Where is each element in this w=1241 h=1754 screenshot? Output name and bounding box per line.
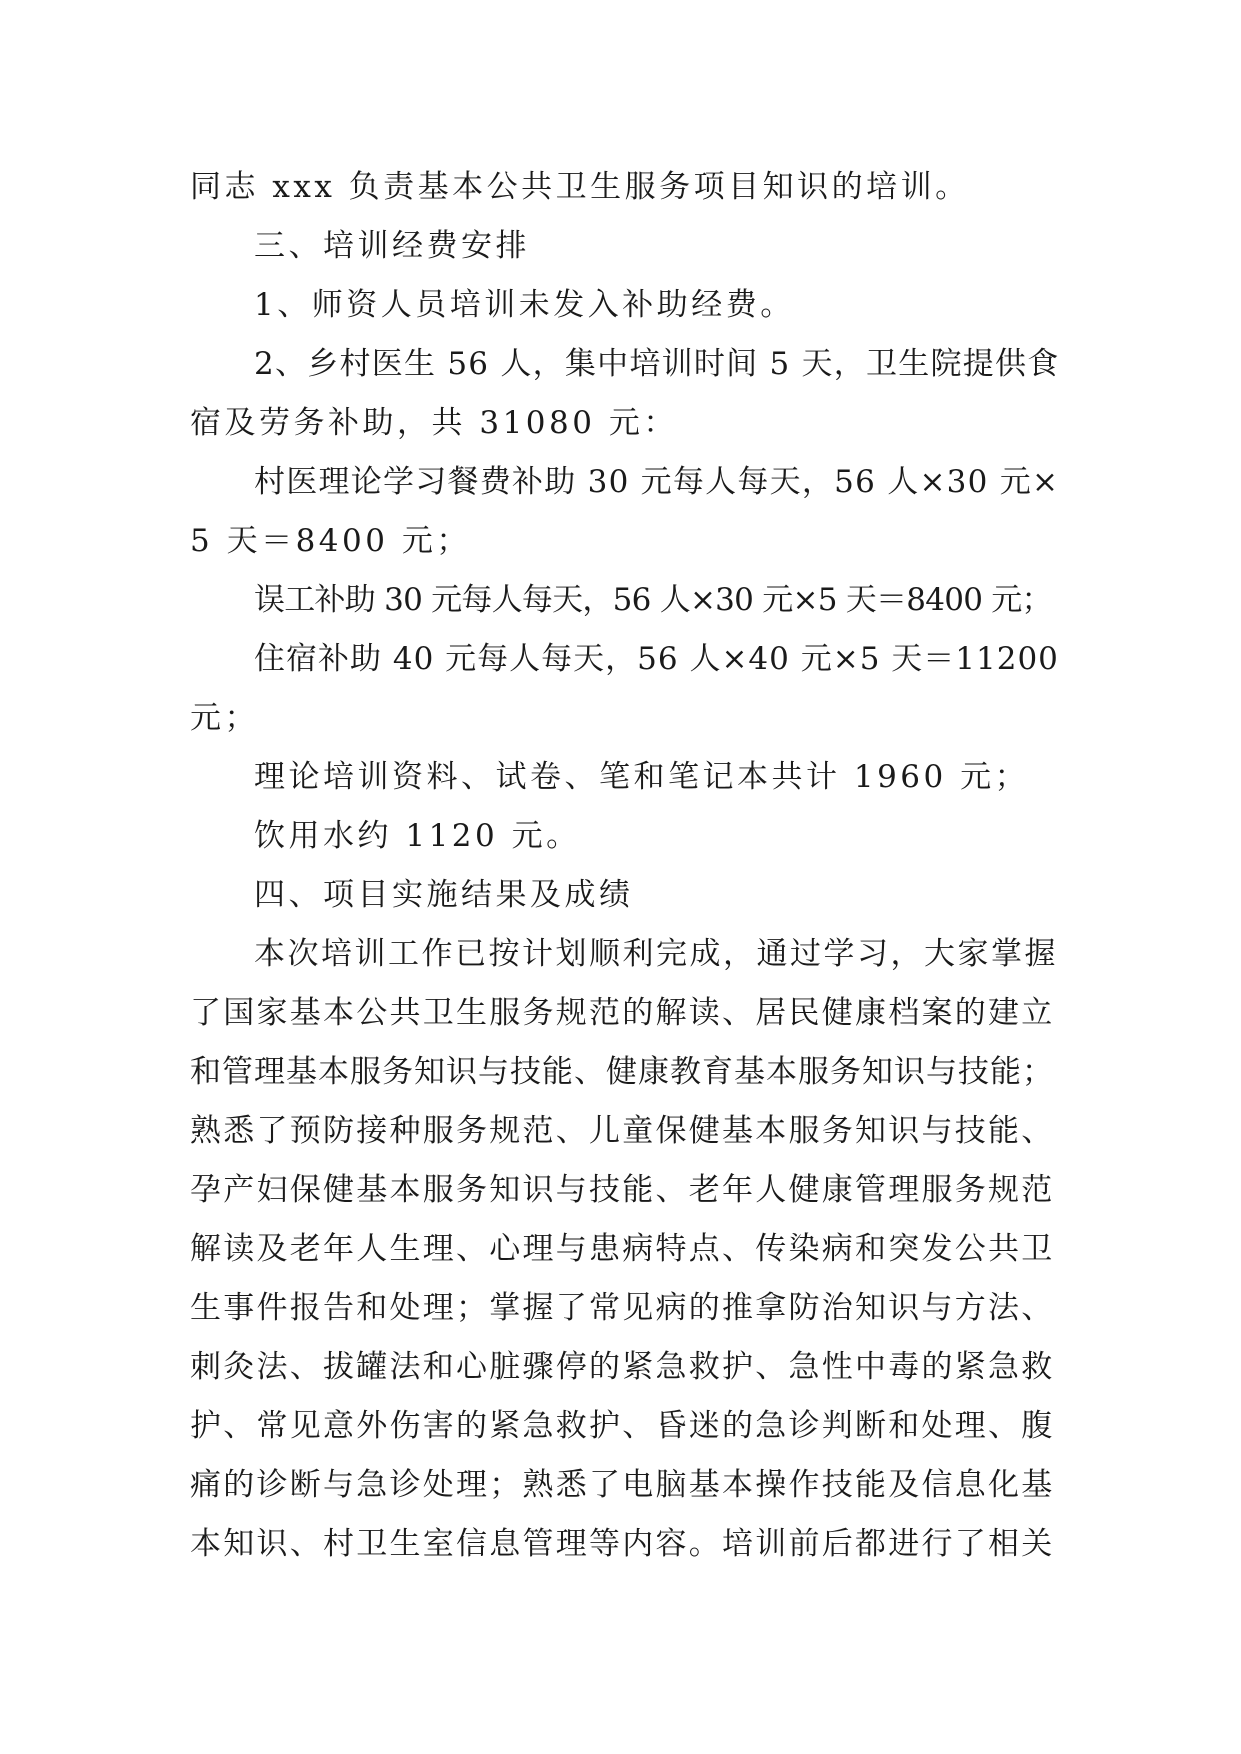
paragraph-line: 2、乡村医生 56 人，集中培训时间 5 天，卫生院提供食	[254, 346, 1060, 382]
paragraph-line: 解读及老年人生理、心理与患病特点、传染病和突发公共卫	[190, 1231, 1055, 1267]
paragraph-line: 了国家基本公共卫生服务规范的解读、居民健康档案的建立	[190, 995, 1055, 1031]
paragraph-line: 生事件报告和处理；掌握了常见病的推拿防治知识与方法、	[190, 1290, 1055, 1326]
paragraph-line: 和管理基本服务知识与技能、健康教育基本服务知识与技能；	[190, 1054, 1054, 1090]
paragraph-line: 饮用水约 1120 元。	[254, 818, 581, 854]
paragraph-line: 刺灸法、拔罐法和心脏骤停的紧急救护、急性中毒的紧急救	[190, 1349, 1055, 1385]
paragraph-line: 元；	[190, 700, 259, 736]
paragraph-line: 同志 xxx 负责基本公共卫生服务项目知识的培训。	[190, 169, 970, 205]
section-heading: 四、项目实施结果及成绩	[254, 877, 634, 913]
paragraph-line: 本知识、村卫生室信息管理等内容。培训前后都进行了相关	[190, 1526, 1055, 1562]
paragraph-line: 痛的诊断与急诊处理；熟悉了电脑基本操作技能及信息化基	[190, 1467, 1055, 1503]
paragraph-line: 误工补助 30 元每人每天，56 人×30 元×5 天＝8400 元；	[254, 582, 1052, 618]
paragraph-line: 住宿补助 40 元每人每天，56 人×40 元×5 天＝11200	[254, 641, 1059, 677]
paragraph-line: 5 天＝8400 元；	[190, 523, 471, 559]
paragraph-line: 理论培训资料、试卷、笔和笔记本共计 1960 元；	[254, 759, 1030, 795]
section-heading: 三、培训经费安排	[254, 228, 530, 264]
paragraph-line: 孕产妇保健基本服务知识与技能、老年人健康管理服务规范	[190, 1172, 1055, 1208]
paragraph-line: 护、常见意外伤害的紧急救护、昏迷的急诊判断和处理、腹	[190, 1408, 1055, 1444]
paragraph-line: 本次培训工作已按计划顺利完成，通过学习，大家掌握	[254, 936, 1058, 972]
paragraph-line: 宿及劳务补助，共 31080 元：	[190, 405, 678, 441]
paragraph-line: 熟悉了预防接种服务规范、儿童保健基本服务知识与技能、	[190, 1113, 1055, 1149]
paragraph-line: 1、师资人员培训未发入补助经费。	[254, 287, 795, 323]
paragraph-line: 村医理论学习餐费补助 30 元每人每天，56 人×30 元×	[254, 464, 1060, 500]
